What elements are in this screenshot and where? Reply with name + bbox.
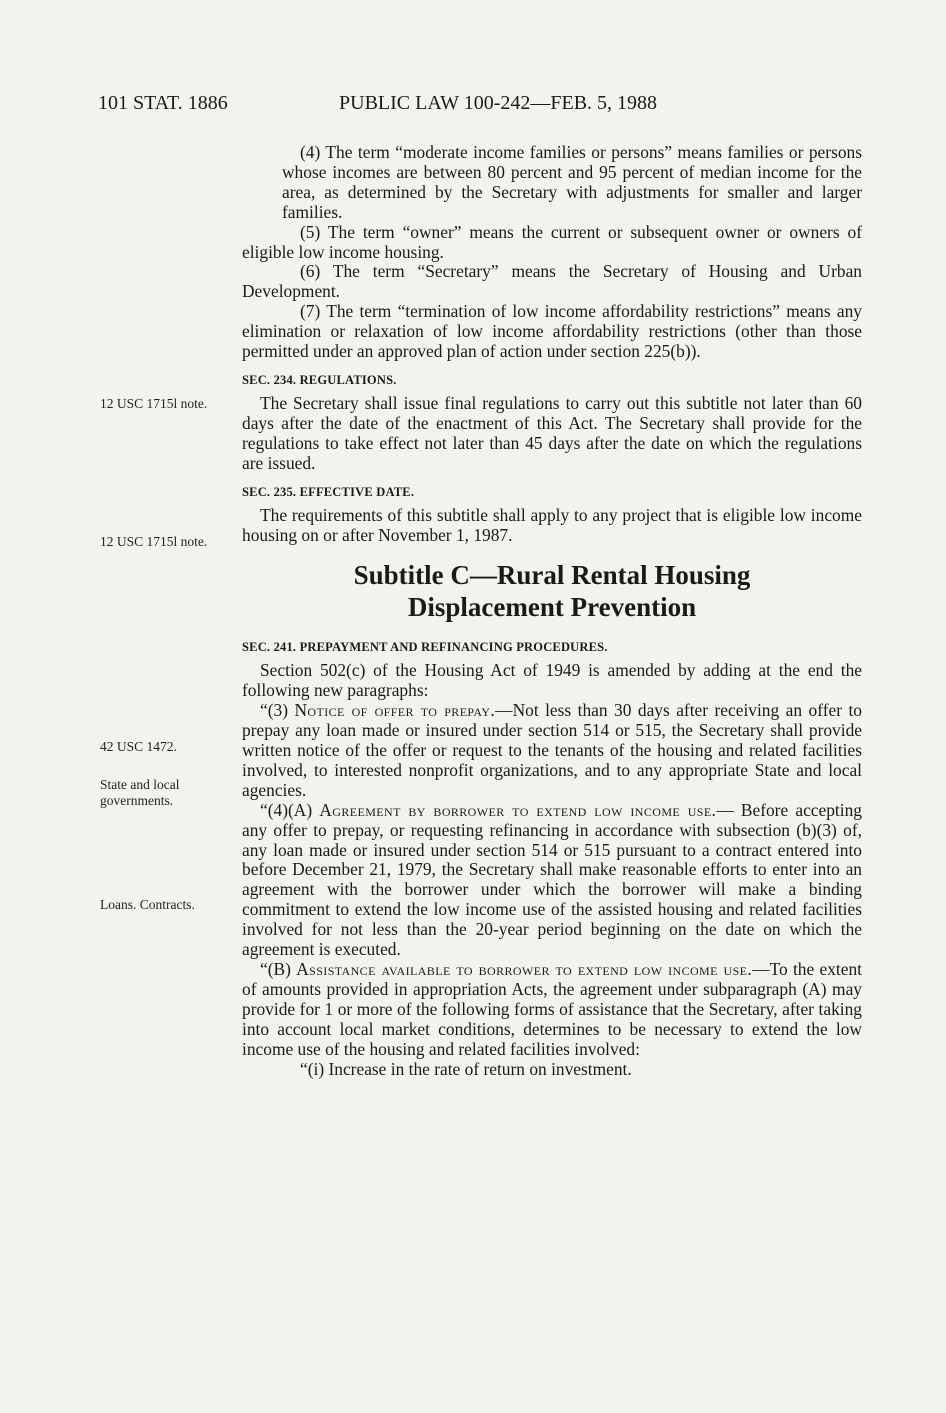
- paragraph-4a: “(4)(A) Agreement by borrower to extend low income use.— Before accepting any offer to prepay, or requesting refinancing in accordance with subsection (b)(3) of, any loan made or insured under section 514 or 515 pursuant to a contract entered into before December 21, 1979, the Secretary shall make reasonable efforts to enter into an agreement with the borrower under which the borrower will make a binding commitment to extend the low income use of the assisted housing and related facilities involved for not less than the 20-year period beginning on the date on which the agreement is executed.: [242, 799, 862, 960]
- public-law-title: PUBLIC LAW 100-242—FEB. 5, 1988: [339, 92, 658, 114]
- definition-5: (5) The term “owner” means the current or subsequent owner or owners of eligible low income housing.: [242, 221, 862, 262]
- paragraph-4a-title: Agreement by borrower to extend low income use.: [319, 799, 717, 820]
- section-241-intro: Section 502(c) of the Housing Act of 1949 is amended by adding at the end the following new paragraphs:: [242, 660, 862, 701]
- subtitle-line-1: Subtitle C—Rural Rental Housing: [353, 560, 751, 591]
- definition-6: (6) The term “Secretary” means the Secretary of Housing and Urban Development.: [242, 261, 862, 302]
- section-234-heading: SEC. 234. REGULATIONS.: [242, 372, 397, 387]
- subtitle-line-2: Displacement Prevention: [407, 592, 697, 623]
- margin-note-loans: Loans. Contracts.: [100, 897, 195, 912]
- paragraph-3-title: Notice of offer to prepay.: [294, 700, 496, 721]
- paragraph-4b-i: “(i) Increase in the rate of return on investment.: [300, 1058, 632, 1079]
- margin-note-usc-2: 12 USC 1715l note.: [100, 534, 208, 549]
- paragraph-3: “(3) Notice of offer to prepay.—Not less than 30 days after receiving an offer to prepay any loan made or insured under section 514 or 515, the Secretary shall provide written notice of the offer or request to the tenants of the housing and related facilities involved, to interested nonprofit organizations, and to any appropriate State and local agencies.: [242, 700, 862, 800]
- section-235-heading: SEC. 235. EFFECTIVE DATE.: [242, 484, 415, 499]
- margin-note-usc-1: 12 USC 1715l note.: [100, 396, 208, 411]
- section-234-text: The Secretary shall issue final regulations to carry out this subtitle not later than 60 days after the date of the enactment of this Act. The Secretary shall provide for the regulations to take effect not later than 45 days after the date on which the regulations are issued.: [242, 392, 862, 473]
- definition-4: (4) The term “moderate income families or persons” means families or persons whose incomes are between 80 percent and 95 percent of median income for the area, as determined by the Secretary with adjustments for smaller and larger families.: [282, 142, 862, 222]
- margin-note-usc-3: 42 USC 1472.: [100, 739, 177, 754]
- definition-7: (7) The term “termination of low income affordability restrictions” means any elimination or relaxation of low income affordability restrictions (other than those permitted under an approved plan of action under section 225(b)).: [242, 301, 862, 362]
- page-header: [98, 92, 868, 120]
- subtitle-heading: [242, 559, 862, 623]
- margin-note-governments: State and local governments.: [100, 777, 180, 808]
- paragraph-4b: “(B) Assistance available to borrower to extend low income use.—To the extent of amounts provided in appropriation Acts, the agreement under subparagraph (A) may provide for 1 or more of the following forms of assistance that the Secretary, after taking into account local market conditions, determines to be necessary to extend the low income use of the housing and related facilities involved:: [242, 959, 862, 1059]
- section-241-heading: SEC. 241. PREPAYMENT AND REFINANCING PROCEDURES.: [242, 640, 608, 655]
- main-text: [242, 143, 862, 1079]
- paragraph-4b-title: Assistance available to borrower to extend low income use.: [296, 959, 753, 979]
- stat-page-reference: 101 STAT. 1886: [98, 92, 228, 114]
- section-235-text: The requirements of this subtitle shall apply to any project that is eligible low income housing on or after November 1, 1987.: [242, 504, 862, 545]
